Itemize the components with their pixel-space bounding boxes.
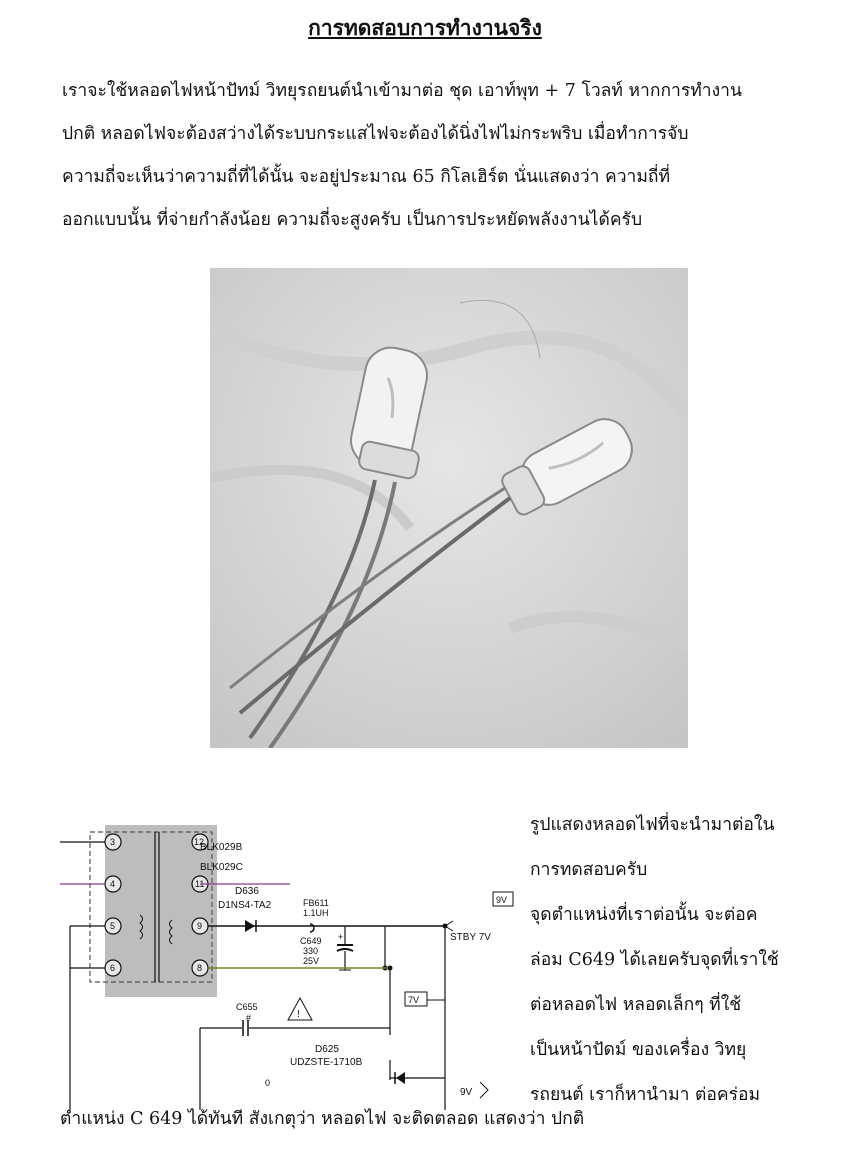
- pin-label: 6: [110, 963, 116, 973]
- intro-paragraph: [62, 70, 832, 242]
- blk-label: BLK029C: [200, 862, 243, 873]
- c649-label: C649: [300, 936, 322, 946]
- c655-label: C655: [236, 1002, 258, 1012]
- pin-label: 3: [110, 837, 116, 847]
- box-7v: 7V: [408, 995, 420, 1005]
- d625-label: D625: [315, 1044, 339, 1055]
- d625-part: UDZSTE-1710B: [290, 1057, 363, 1068]
- c649-voltage: 25V: [303, 956, 320, 966]
- blk-label: BLK029B: [200, 842, 243, 853]
- caption-line: รถยนต์ เราก็หานำมา ต่อคร่อม: [530, 1085, 761, 1105]
- paragraph-line: ออกแบบนั้น ที่จ่ายกำลังน้อย ความถี่จะสูงครับ เป็นการประหยัดพลังงานได้ครับ: [62, 210, 643, 230]
- plus-sign: +: [338, 932, 344, 942]
- bulb-photo: [210, 268, 688, 748]
- warning-icon: [288, 998, 312, 1020]
- box-9v: 9V: [496, 895, 508, 905]
- fb611-value: 1.1UH: [303, 908, 329, 918]
- caption-line: เป็นหน้าปัดม์ ของเครื่อง วิทยุ: [530, 1040, 747, 1060]
- page-title: การทดสอบการทำงานจริง: [308, 15, 542, 40]
- caption-line: ล่อม C649 ได้เลยครับจุดที่เราใช้: [530, 950, 779, 970]
- paragraph-line: ความถี่จะเห็นว่าความถี่ที่ได้นั้น จะอยู่ประมาณ 65 กิโลเฮิร์ต นั่นแสดงว่า ความถี่ที่: [62, 167, 671, 187]
- d636-label: D636: [235, 886, 259, 897]
- pin-label: 5: [110, 921, 116, 931]
- pin-label: 12: [194, 837, 205, 847]
- stby-label: STBY 7V: [450, 932, 491, 943]
- paragraph-line: ปกติ หลอดไฟจะต้องสว่างได้ระบบกระแสไฟจะต้องได้นิ่งไฟไม่กระพริบ เมื่อทำการจับ: [62, 124, 689, 144]
- pin-label: 4: [110, 879, 116, 889]
- fb611-label: FB611: [303, 898, 329, 908]
- paragraph-line: เราจะใช้หลอดไฟหน้าปัทม์ วิทยุรถยนต์นำเข้ามาต่อ ชุด เอาท์พุท + 7 โวลท์ หากการทำงาน: [62, 81, 742, 101]
- caption-line: การทดสอบครับ: [530, 860, 648, 880]
- caption-line: รูปแสดงหลอดไฟที่จะนำมาต่อใน: [530, 815, 775, 835]
- d636-part: D1NS4-TA2: [218, 900, 272, 911]
- photo-caption: [530, 803, 840, 1118]
- c649-value: 330: [303, 946, 319, 956]
- warning-mark: !: [297, 1009, 300, 1020]
- schematic-diagram: [60, 820, 520, 1110]
- caption-line: ต่อหลอดไฟ หลอดเล็กๆ ที่ใช้: [530, 995, 742, 1015]
- label-9v: 9V: [460, 1087, 473, 1098]
- pin-label: 11: [195, 879, 205, 889]
- pin-label: 8: [197, 963, 203, 973]
- diode-d636: [245, 920, 255, 932]
- zero-label: 0: [265, 1078, 271, 1088]
- caption-line: จุดตำแหน่งที่เราต่อนั้น จะต่อค: [530, 905, 758, 925]
- closing-line: ตำแหน่ง C 649 ได้ทันที สังเกตุว่า หลอดไฟ จะติดตลอด แสดงว่า ปกติ: [60, 1109, 585, 1129]
- diode-d625: [396, 1072, 405, 1084]
- pin-label: 9: [197, 921, 203, 931]
- c655-value: #: [246, 1013, 252, 1023]
